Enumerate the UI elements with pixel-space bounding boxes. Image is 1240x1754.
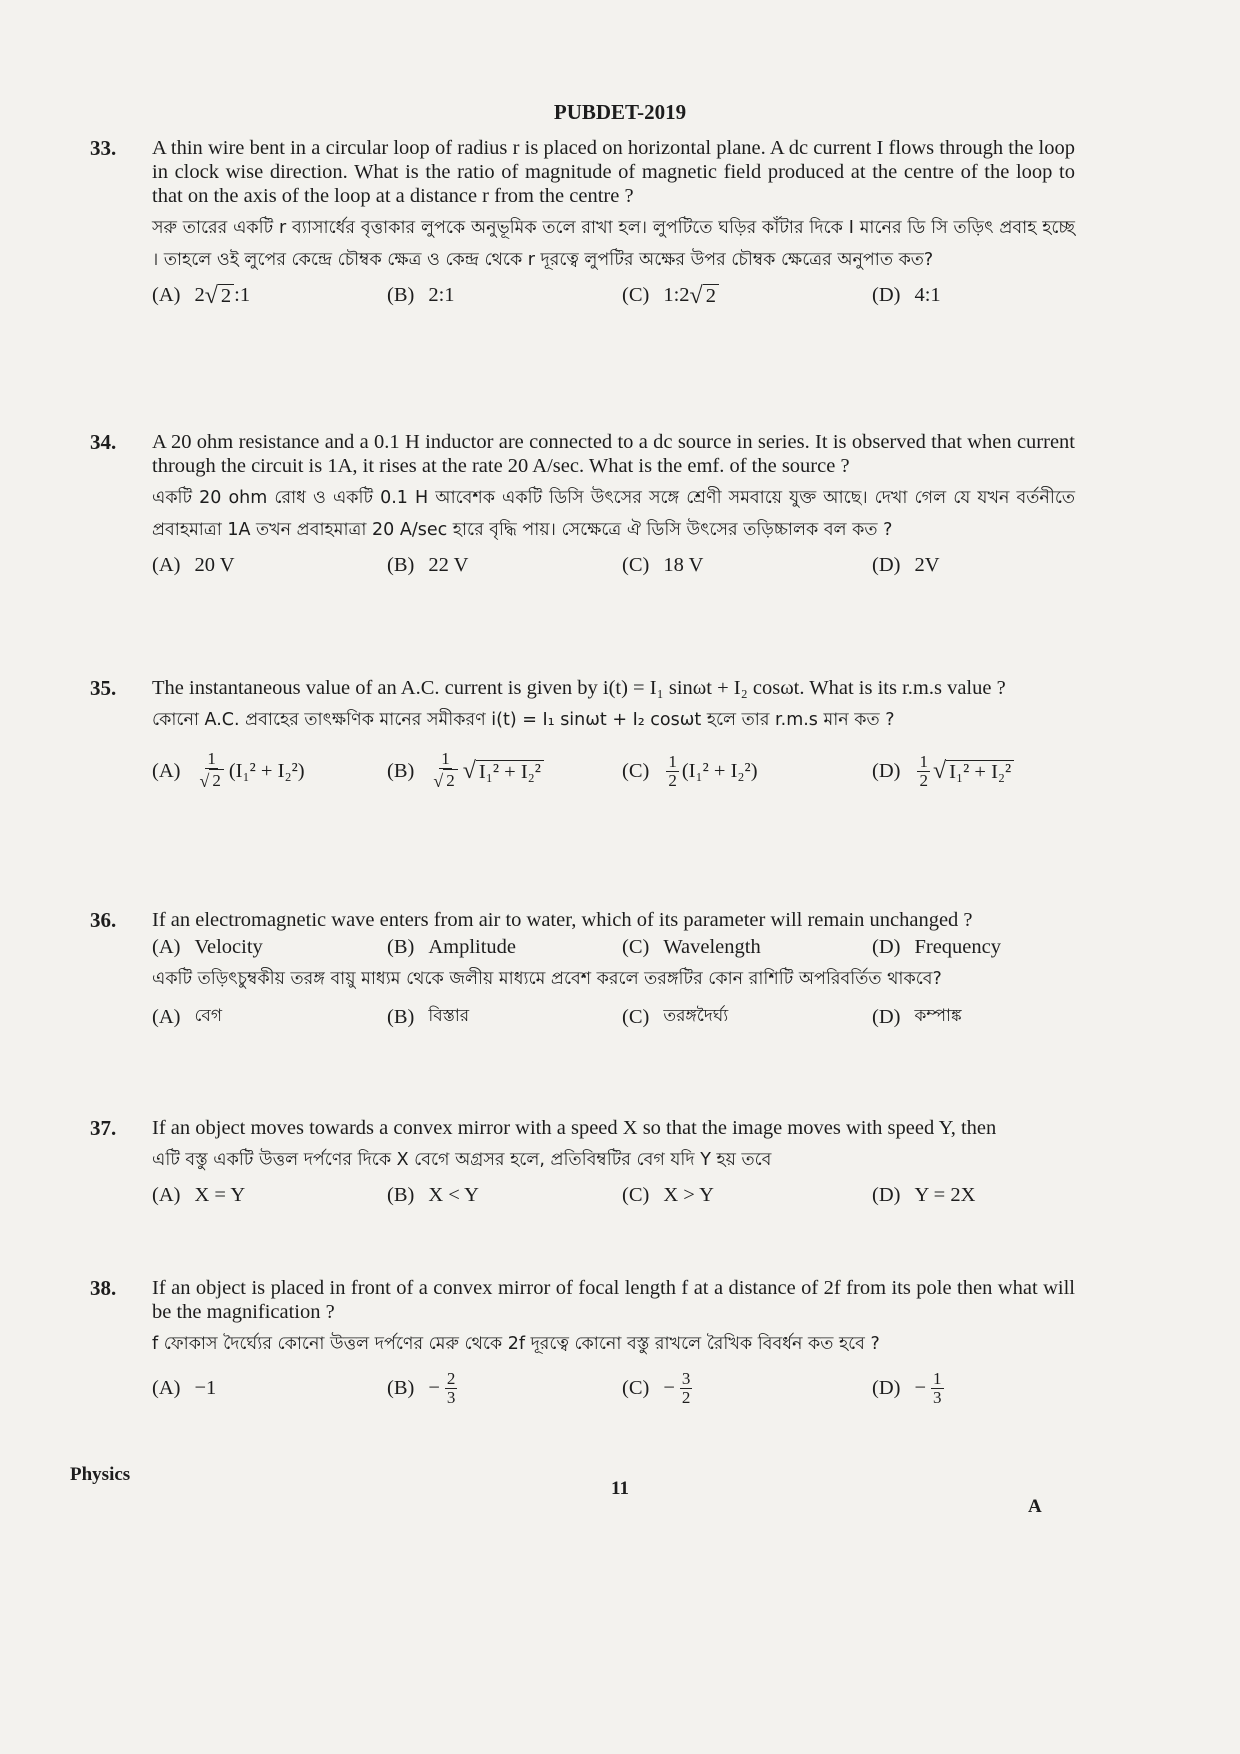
sqrt-expr: √ 2 xyxy=(205,284,234,307)
option-b: (B) − $\frac{2}{3}$ xyxy=(387,1369,456,1407)
sqrt-expr: √ I₁² + I₂² xyxy=(933,760,1014,783)
options xyxy=(152,750,1075,792)
option-a: (A) 20 V xyxy=(152,554,235,576)
option-a-en: (A) Velocity xyxy=(152,936,263,958)
option-d: (D) Y = 2X xyxy=(872,1184,976,1206)
question-text-bn: কোনো A.C. প্রবাহের তাৎক্ষণিক মানের সমীকরণ i(t) = I₁ sinωt + I₂ cosωt হলে তার r.m.s মান কত ? xyxy=(152,710,895,730)
fraction: $\frac{2}{3}$ xyxy=(446,1369,456,1407)
option-d: (D) $\frac{1}{2}$ √ I₁² + I₂² xyxy=(872,753,1014,790)
question-34 xyxy=(90,430,1075,577)
option-b: (B) 2:1 xyxy=(387,284,455,306)
option-c: (C) X > Y xyxy=(622,1184,714,1206)
sqrt-expr: √ 2 xyxy=(690,284,719,307)
fraction: 1 √ 2 xyxy=(431,750,459,792)
set-code: A xyxy=(1028,1496,1042,1517)
option-a: (A) 1 √ 2 (I₁² + I₂²) xyxy=(152,749,305,791)
option-a: (A) 2 √ 2 :1 xyxy=(152,282,251,309)
sqrt-expr: √ I₁² + I₂² xyxy=(463,760,544,783)
option-b: (B) 22 V xyxy=(387,554,469,576)
option-b-en: (B) Amplitude xyxy=(387,936,517,958)
option-c: (C) 18 V xyxy=(622,554,704,576)
question-33 xyxy=(90,136,1075,307)
option-a: (A) X = Y xyxy=(152,1184,246,1206)
option-d-bn: (D) কম্পাঙ্ক xyxy=(872,1005,962,1028)
footer-subject: Physics xyxy=(70,1464,131,1485)
option-c-en: (C) Wavelength xyxy=(622,936,761,958)
question-number: 38. xyxy=(90,1276,117,1300)
fraction: $\frac{1}{2}$ xyxy=(919,751,928,790)
page-number: 11 xyxy=(611,1478,629,1499)
question-text-en: A 20 ohm resistance and a 0.1 H inductor are connected to a dc source in series. It is observed that when current through the circuit is 1A, it rises at the rate 20 A/sec. What is the emf. of the source ? xyxy=(152,431,1075,477)
question-text-bn: f ফোকাস দৈর্ঘ্যের কোনো উত্তল দর্পণের মেরু থেকে 2f দূরত্বে কোনো বস্তু রাখলে রৈখিক বিবর্ধন কত হবে ? xyxy=(152,1334,880,1354)
options-bn xyxy=(152,1003,1075,1031)
option-d: (D) 4:1 xyxy=(872,284,941,306)
question-text-en: If an object moves towards a convex mirror with a speed X so that the image moves with speed Y, then xyxy=(152,1117,997,1139)
page-header: PUBDET-2019 xyxy=(553,100,687,124)
fraction: $\frac{3}{2}$ xyxy=(681,1369,691,1407)
option-c: (C) $\frac{1}{2}$ (I₁² + I₂²) xyxy=(622,751,758,790)
option-c: (C) − $\frac{3}{2}$ xyxy=(622,1369,691,1407)
question-38 xyxy=(90,1276,1075,1407)
question-36 xyxy=(90,908,1075,1031)
option-d-en: (D) Frequency xyxy=(872,936,1001,958)
question-text-bn: একটি 20 ohm রোধ ও একটি 0.1 H আবেশক একটি ডিসি উৎসের সঙ্গে শ্রেণী সমবায়ে যুক্ত আছে। দেখা গেল যে যখন বর্তনীতে প্রবাহমাত্রা 1A তখন প্রবাহমাত্রা 20 A/sec হারে বৃদ্ধি পায়। সেক্ষেত্রে ঐ ডিসি উৎসের তড়িচ্চালক বল কত ? xyxy=(152,488,1075,540)
question-number: 33. xyxy=(90,136,117,160)
question-number: 37. xyxy=(90,1116,117,1140)
question-number: 36. xyxy=(90,908,117,932)
option-c: (C) 1:2 √ 2 xyxy=(622,284,872,307)
options xyxy=(152,554,1075,577)
option-a: (A) −1 xyxy=(152,1377,217,1399)
question-35 xyxy=(90,676,1075,792)
option-c-bn: (C) তরঙ্গদৈর্ঘ্য xyxy=(622,1005,729,1028)
options xyxy=(152,1184,1075,1207)
question-text-bn: এটি বস্তু একটি উত্তল দর্পণের দিকে X বেগে অগ্রসর হলে, প্রতিবিম্বটির বেগ যদি Y হয় তবে xyxy=(152,1150,772,1170)
option-d: (D) − $\frac{1}{3}$ xyxy=(872,1369,942,1407)
fraction: $\frac{1}{2}$ xyxy=(668,751,677,790)
question-text-en: If an electromagnetic wave enters from air to water, which of its parameter will remain unchanged ? xyxy=(152,909,973,931)
question-text-en: If an object is placed in front of a convex mirror of focal length f at a distance of 2f from its pole then what will be the magnification ? xyxy=(152,1277,1075,1323)
option-b: (B) 1 √ 2 √ I₁² + I₂² xyxy=(387,750,622,792)
option-d: (D) 2V xyxy=(872,554,940,576)
question-number: 35. xyxy=(90,676,117,700)
question-text-bn: সরু তারের একটি r ব্যাসার্ধের বৃত্তাকার লুপকে অনুভূমিক তলে রাখা হল। লুপটিতে ঘড়ির কাঁটার দিকে I মানের ডি সি তড়িৎ প্রবাহ হচ্ছে । তাহলে ওই লুপের কেন্দ্রে চৌম্বক ক্ষেত্র ও কেন্দ্র থেকে r দূরত্বে লুপটির অক্ষের উপর চৌম্বক ক্ষেত্রের অনুপাত কত? xyxy=(152,218,1075,270)
question-text-en: The instantaneous value of an A.C. current is given by i(t) = I₁ sinωt + I₂ cosωt. What is its r.m.s value ? xyxy=(152,677,1006,699)
options xyxy=(152,284,1075,307)
options-en xyxy=(152,936,1075,959)
option-b-bn: (B) বিস্তার xyxy=(387,1005,470,1028)
question-text-bn: একটি তড়িৎচুম্বকীয় তরঙ্গ বায়ু মাধ্যম থেকে জলীয় মাধ্যমে প্রবেশ করলে তরঙ্গটির কোন রাশিটি অপরিবর্তিত থাকবে? xyxy=(152,969,942,989)
question-37 xyxy=(90,1116,1075,1207)
options xyxy=(152,1370,1075,1407)
option-b: (B) X < Y xyxy=(387,1184,479,1206)
option-a-bn: (A) বেগ xyxy=(152,1005,222,1028)
question-number: 34. xyxy=(90,430,117,454)
fraction: $\frac{1}{3}$ xyxy=(933,1369,942,1407)
fraction: 1 √ 2 xyxy=(197,750,225,792)
question-text-en: A thin wire bent in a circular loop of radius r is placed on horizontal plane. A dc current I flows through the loop in clock wise direction. What is the ratio of magnitude of magnetic field produced at the centre of the loop to that on the axis of the loop at a distance r from the centre ? xyxy=(152,137,1075,207)
